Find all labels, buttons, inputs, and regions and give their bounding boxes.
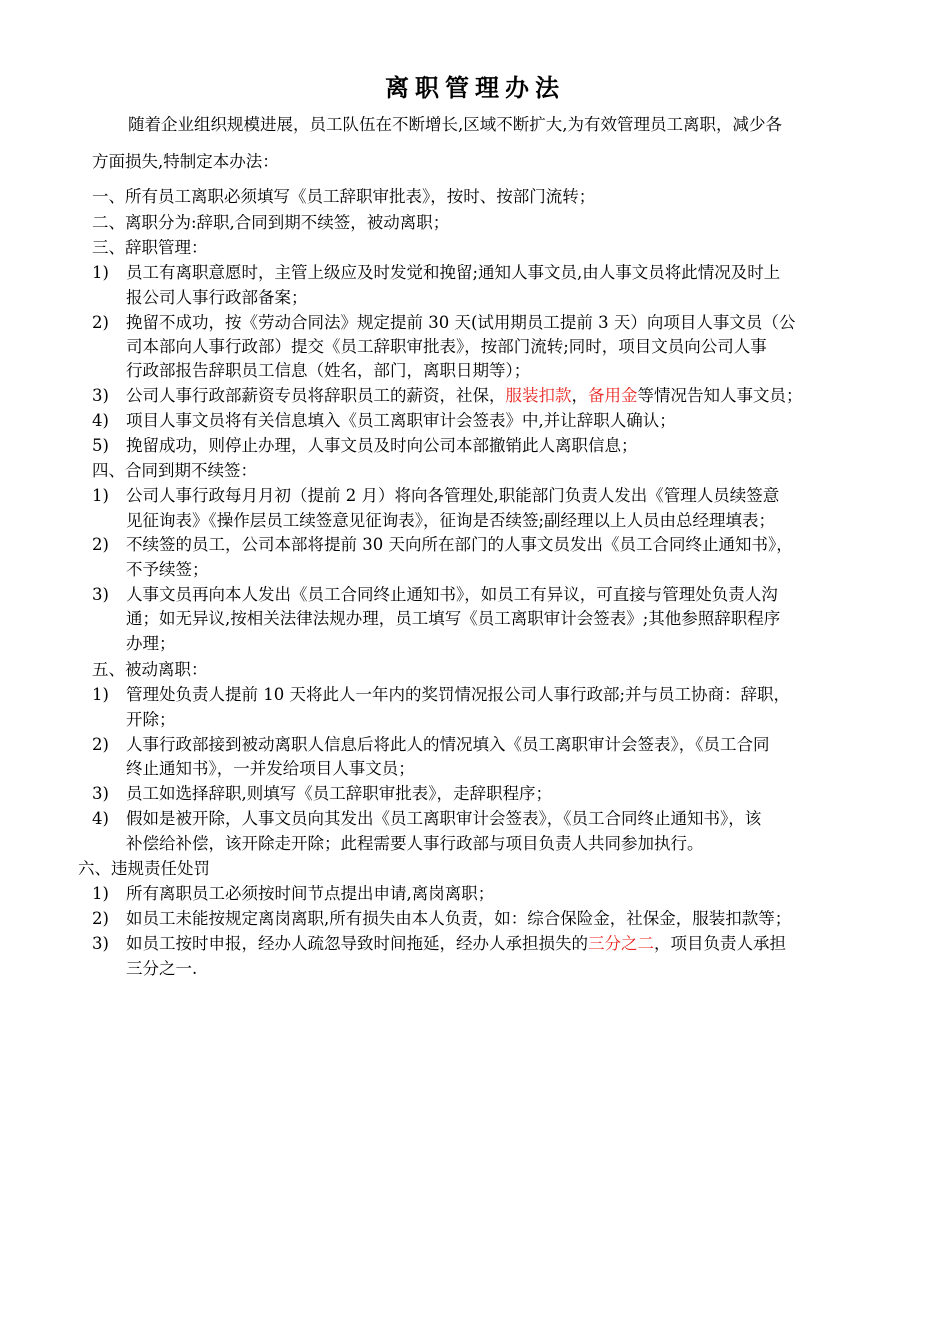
section-4-heading: 四、合同到期不续签： [92, 461, 257, 480]
list-item-text: 补偿给补偿，该开除走开除；此程需要人事行政部与项目负责人共同参加执行。 [126, 834, 704, 853]
list-number: 1) [92, 884, 109, 903]
intro-line-1: 随着企业组织规模进展，员工队伍在不断增长,区域不断扩大,为有效管理员工离职，减少各 [128, 115, 782, 134]
text-segment: ，项目负责人承担 [654, 934, 786, 953]
list-number: 4) [92, 809, 109, 828]
section-5-heading: 五、被动离职： [92, 660, 208, 679]
list-item-text: 见征询表》《操作层员工续签意见征询表》，征询是否续签;副经理以上人员由总经理填表； [126, 511, 776, 530]
document-title: 离职管理办法 [385, 74, 565, 102]
list-item-text: 如员工未能按规定离岗离职,所有损失由本人负责，如：综合保险金，社保金，服装扣款等； [126, 909, 792, 928]
highlight-two-thirds: 三分之二 [588, 934, 654, 953]
section-1: 一、所有员工离职必须填写《员工辞职审批表》，按时、按部门流转； [92, 187, 596, 206]
list-item-text: 通；如无异议,按相关法律法规办理，员工填写《员工离职审计会签表》;其他参照辞职程序 [126, 609, 781, 628]
list-item-text: 人事文员再向本人发出《员工合同终止通知书》，如员工有异议，可直接与管理处负责人沟 [126, 585, 778, 604]
list-item-text: 司本部向人事行政部）提交《员工辞职审批表》，按部门流转;同时，项目文员向公司人事 [126, 337, 767, 356]
list-number: 4) [92, 411, 109, 430]
list-item-text: 行政部报告辞职员工信息（姓名，部门，离职日期等）； [126, 361, 531, 380]
list-item-text: 员工如选择辞职,则填写《员工辞职审批表》，走辞职程序； [126, 784, 552, 803]
text-segment: 等情况告知人事文员； [637, 386, 803, 405]
text-segment: 公司人事行政部薪资专员将辞职员工的薪资，社保， [126, 386, 506, 405]
list-item-text: 公司人事行政每月月初（提前 2 月）将向各管理处,职能部门负责人发出《管理人员续签意 [126, 486, 780, 505]
list-number: 2) [92, 313, 109, 332]
list-number: 2) [92, 735, 109, 754]
list-item-text: 三分之一. [126, 959, 198, 978]
list-item-text: 挽留成功，则停止办理，人事文员及时向公司本部撤销此人离职信息； [126, 436, 638, 455]
section-2: 二、离职分为:辞职,合同到期不续签，被动离职； [92, 213, 450, 232]
list-item-text: 报公司人事行政部备案； [126, 288, 308, 307]
list-number: 1) [92, 685, 109, 704]
list-item-text: 开除； [126, 710, 176, 729]
intro-line-2: 方面损失,特制定本办法： [92, 152, 279, 171]
list-item-text: 管理处负责人提前 10 天将此人一年内的奖罚情况报公司人事行政部;并与员工协商：辞职， [126, 685, 791, 704]
list-number: 2) [92, 909, 109, 928]
list-number: 3) [92, 386, 109, 405]
list-number: 3) [92, 784, 109, 803]
list-item-text: 项目人事文员将有关信息填入《员工离职审计会签表》中,并让辞职人确认； [126, 411, 676, 430]
list-number: 3) [92, 585, 109, 604]
list-item-text: 员工有离职意愿时，主管上级应及时发觉和挽留;通知人事文员,由人事文员将此情况及时上 [126, 263, 781, 282]
highlight-petty-cash: 备用金 [588, 386, 638, 405]
list-item-text [126, 384, 803, 408]
list-item-text: 不予续签； [126, 560, 209, 579]
text-segment: ， [571, 386, 588, 405]
list-item-text: 所有离职员工必须按时间节点提出申请,离岗离职； [126, 884, 495, 903]
section-3-heading: 三、辞职管理： [92, 238, 208, 257]
list-number: 2) [92, 535, 109, 554]
text-segment: 如员工按时申报，经办人疏忽导致时间拖延，经办人承担损失的 [126, 934, 588, 953]
list-number: 3) [92, 934, 109, 953]
list-item-text: 挽留不成功，按《劳动合同法》规定提前 30 天(试用期员工提前 3 天）向项目人事文员（公 [126, 313, 796, 332]
list-number: 1) [92, 263, 109, 282]
list-item-text: 终止通知书》，一并发给项目人事文员； [126, 759, 415, 778]
section-6-heading: 六、违规责任处罚 [78, 859, 210, 878]
list-item-text: 人事行政部接到被动离职人信息后将此人的情况填入《员工离职审计会签表》，《员工合同 [126, 735, 770, 754]
list-item-text: 不续签的员工，公司本部将提前 30 天向所在部门的人事文员发出《员工合同终止通知书》， [126, 535, 793, 554]
list-item-text: 假如是被开除，人事文员向其发出《员工离职审计会签表》，《员工合同终止通知书》，该 [126, 809, 762, 828]
list-item-text [126, 932, 786, 956]
highlight-clothing-deduction: 服装扣款 [505, 386, 572, 405]
list-number: 1) [92, 486, 109, 505]
list-item-text: 办理； [126, 634, 176, 653]
list-number: 5) [92, 436, 109, 455]
